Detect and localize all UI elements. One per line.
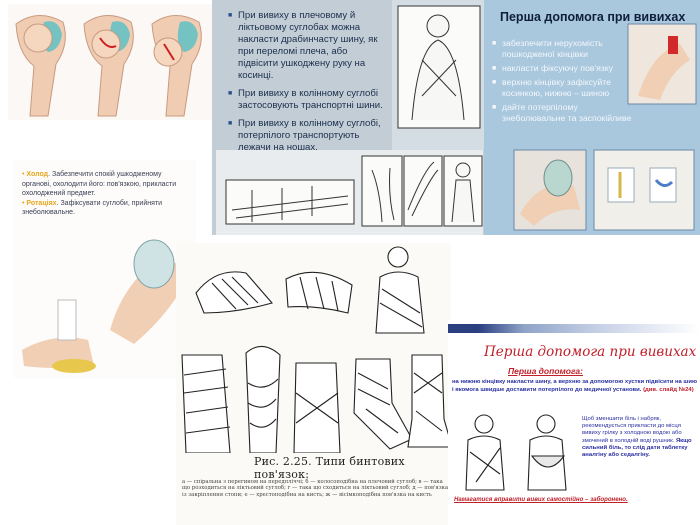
main-paragraph-text: на нижню кінцівку накласти шину, а верхню за допомогою хустки підвісити на шию і якомога швидше доставити потерпілого до медичної установи. [452,379,697,394]
shoulder-joint-drawings [8,4,213,120]
first-aid-title: Перша допомога при вивихах [484,344,697,360]
self-reduction-warning: Намагатися вправити вивих самостійно – заборонено. [454,496,628,503]
bandage-types-figure [176,243,451,525]
ice-pack-photos [14,160,196,378]
bandage-figure-legend: а — спіральна з перегином на передпліччі; б — колосоподібна на плечовий суглоб; в — така що розходиться на ліктьовий суглоб; г — така що сходиться на ліктьовий суглоб; д — пов'язка із закріплення стопи; е — хрестоподібна на кисть; ж — вісімкоподібна пов'язка на кисть [182,479,449,498]
transport-splint-slide [212,0,487,235]
splint-item-1: ■ При вивиху в плечовому й ліктьовому суглобах можна накласти драбинчасту шину, як при переломі плеча, або підвісити ушкоджену руку на косинці. [228,10,388,82]
bandage-figure-caption: Рис. 2.25. Типи бинтових пов'язок: [254,455,405,481]
splint-item-2: ■ При вивиху в колінному суглобі застосовують транспортні шини. [228,88,388,112]
first-aid-blue-slide [484,0,700,235]
cold-compress-advice-text: Щоб зменшити біль і набряк, рекомендується прикласти до місця вивиху грілку з холодною водою або змочений в холодній воді рушник. [582,416,682,444]
cold-compress-text: • Холод. Забезпечити спокій ушкодженому органові, охолодити його: пов'язкою, прикласти охолоджений предмет. • Ротаціях. Зафіксувати суглоби, прийняти знеболювальне. [22,171,177,216]
splint-sketches [212,0,487,235]
blue-slide-title: Перша допомога при вивихах [500,10,686,24]
arm-sling-drawings [454,412,584,492]
cold-compress-slide [14,160,196,378]
blue-slide-item-2: ■ накласти фіксуючу пов'язку [492,63,632,74]
slide-reference: (див. слайд №24) [643,387,694,394]
cold-keyword: Холод [26,171,49,178]
first-aid-dislocation-slide [448,320,700,525]
shoulder-anatomy-illustration [8,4,213,120]
blue-slide-item-1: ■ забезпечити нерухомість пошкодженої кінцівки [492,38,632,60]
first-aid-subtitle: Перша допомога: [508,366,583,376]
fixation-keyword: Ротаціях [26,199,57,207]
splint-item-3: ■ При вивиху в колінному суглобі, потерпілого транспортують лежачи на ношах. [228,118,388,154]
painkiller-advice: Якщо сильний біль, то слід дати таблетку аналгіну або седалгіну. [582,437,692,459]
blue-slide-item-4: ■ дайте потерпілому знеболювальне та заспокійливе [492,102,632,124]
fixation-instruction: Зафіксувати суглоби, прийняти знеболювальне. [22,199,163,216]
first-aid-main-paragraph [452,378,698,394]
cold-instruction: Забезпечити спокій ушкодженому органові, охолодити його: пов'язкою, прикласти охолоджений предмет. [22,171,177,197]
cold-compress-advice [582,416,697,459]
header-stripe [448,324,700,333]
bandage-drawings [176,243,451,453]
blue-slide-item-3: ■ верхню кінцівку зафіксуйте косинкою, нижню – шиною [492,77,632,99]
blue-slide-photos [484,0,700,235]
